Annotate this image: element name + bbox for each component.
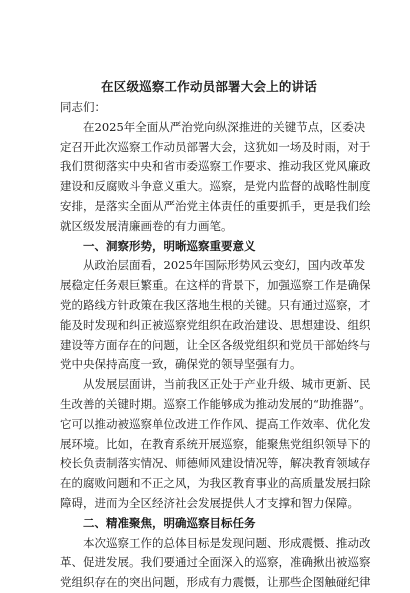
body-text-line: 它可以推动被巡察单位改进工作作风、提高工作效率、优化发 [60,416,371,431]
body-text-line: 党中央保持高度一致，确保党的领导坚强有力。 [60,357,302,372]
document-body [60,98,371,593]
body-text-line: 在的腐败问题和不正之风，为我区教育事业的高质量发展扫除 [60,476,371,491]
body-text-line: 就区级发展清廉画卷的有力画笔。 [60,218,233,233]
body-text-line: 展稳定任务艰巨繁重。在这样的背景下，加强巡察工作是确保 [60,278,371,293]
document-title: 在区级巡察工作动员部署大会上的讲话 [101,79,317,94]
body-text-line: 本次巡察工作的总体目标是发现问题、形成震慑、推动改 [83,535,371,550]
section-heading: 二、精准聚焦，明确巡察目标任务 [83,515,256,530]
body-text-line: 建设等方面存在的问题，让全区各级党组织和党员干部始终与 [60,337,371,352]
body-text-line: 党的路线方针政策在我区落地生根的关键。只有通过巡察，才 [60,297,371,312]
body-text-line: 革、促进发展。我们要通过全面深入的巡察，准确揪出被巡察 [60,555,371,570]
body-text-line: 建设和反腐败斗争意义重大。巡察，是党内监督的战略性制度 [60,179,371,194]
body-text-line: 在2025年全面从严治党向纵深推进的关键节点，区委决 [83,119,366,134]
body-text-line: 校长负责制落实情况、师德师风建设情况等，解决教育领域存 [60,456,371,471]
body-text-line: 展环境。比如，在教育系统开展巡察，能聚焦党组织领导下的 [60,436,371,451]
section-heading: 一、洞察形势，明晰巡察重要意义 [83,238,256,253]
body-text-line: 能及时发现和纠正被巡察党组织在政治建设、思想建设、组织 [60,317,371,332]
body-text-line: 安排，是落实全面从严治党主体责任的重要抓手，更是我们绘 [60,198,371,213]
body-text-line: 从政治层面看，2025年国际形势风云变幻，国内改革发 [83,258,366,273]
body-text-line: 我们贯彻落实中央和省市委巡察工作要求、推动我区党风廉政 [60,159,371,174]
body-text-line: 从发展层面讲，当前我区正处于产业升级、城市更新、民 [83,377,371,392]
salutation: 同志们： [60,100,106,114]
body-text-line: 定召开此次巡察工作动员部署大会，这犹如一场及时雨，对于 [60,139,371,154]
body-text-line: 障碍，进而为全区经济社会发展提供人才支撑和智力保障。 [60,495,359,510]
body-text-line: 生改善的关键时期。巡察工作能够成为推动发展的“助推器”。 [60,396,371,411]
body-text-line: 党组织存在的突出问题，形成有力震慑，让那些企图触碰纪律 [60,575,371,590]
